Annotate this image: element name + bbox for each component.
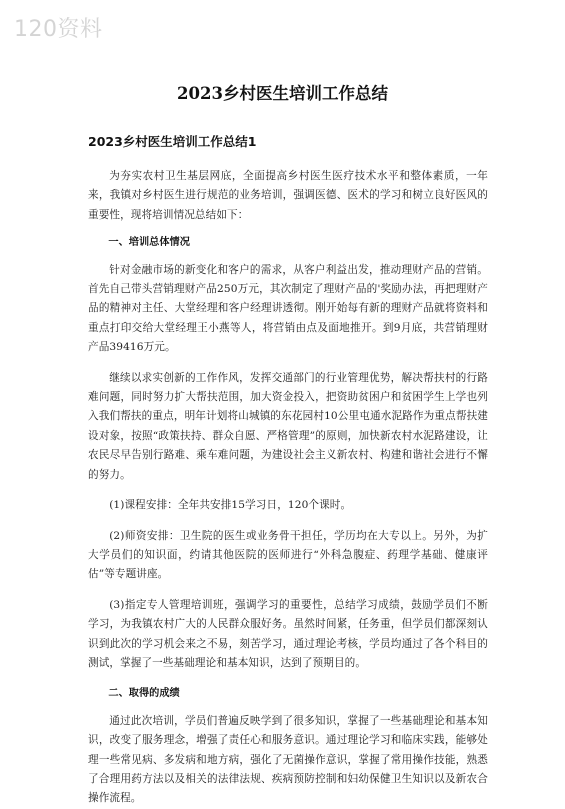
paragraph-management: (3)指定专人管理培训班，强调学习的重要性，总结学习成绩，鼓励学员们不断学习，为我镇农村广大的人民群众服好务。虽然时间紧，任务重，但学员们都深刻认识到此次的学习机会来之不易，刻苦学习，通过理论考核，学员均通过了各个科目的测试，掌握了一些基础理论和基本知识，达到了预期目的。 — [88, 598, 488, 669]
paragraph-teachers: (2)师资安排：卫生院的医生或业务骨干担任，学历均在大专以上。另外，为扩大学员们的知识面，约请其他医院的医师进行“外科急腹症、药理学基础、健康评估”等专题讲座。 — [88, 529, 488, 581]
paragraph-course-schedule: (1)课程安排：全年共安排15学习日，120个课时。 — [109, 499, 352, 512]
section-title: 2023乡村医生培训工作总结1 — [88, 134, 257, 149]
spacer — [88, 704, 488, 712]
document-title: 2023乡村医生培训工作总结 — [177, 84, 388, 103]
paragraph-2: 继续以求实创新的工作作风，发挥交通部门的行业管理优势，解决帮扶村的行路难问题，同时努力扩大帮扶范围，加大资金投入，把资助贫困户和贫困学生上学也列入我们帮扶的重点，明年计划将山城镇的东花园村10公里屯通水泥路作为重点帮扶建设对象，按照“政策扶持、群众自愿、严格管理”的原则，加快新农村水泥路建设，让农民尽早告别行路难、乘车难问题，为建设社会主义新农村、构建和谐社会进行不懈的努力。 — [88, 371, 488, 481]
intro-paragraph: 为夯实农村卫生基层网底，全面提高乡村医生医疗技术水平和整体素质，一年来，我镇对乡村医生进行规范的业务培训，强调医德、医术的学习和树立良好医风的重要性，现将培训情况总结如下： — [88, 170, 488, 221]
spacer — [88, 585, 488, 596]
document-body — [88, 132, 488, 809]
spacer — [88, 673, 488, 684]
heading-training-overview: 一、培训总体情况 — [108, 237, 190, 249]
watermark: 120资料 — [14, 17, 103, 42]
spacer — [88, 516, 488, 527]
spacer — [88, 485, 488, 496]
paragraph-achievements: 通过此次培训，学员们普遍反映学到了很多知识，掌握了一些基础理论和基本知识，改变了服务理念，增强了责任心和服务意识。通过理论学习和临床实践，能够处理一些常见病、多发病和地方病，强化了无菌操作意识，掌握了常用操作技能，熟悉了合理用药方法以及相关的法律法规、疾病预防控制和妇幼保健卫生知识以及新农合操作流程。 — [88, 714, 488, 805]
paragraph-1: 针对金融市场的新变化和客户的需求，从客户利益出发，推动理财产品的营销。首先自己带头营销理财产品250万元，其次制定了理财产品的'奖励办法，再把理财产品的精神对主任、大堂经理和客户经理讲透彻。刚开始每有新的理财产品就将资料和重点打印交给大堂经理王小燕等人，将营销由点及面地推开。到9月底，共营销理财产品39416万元。 — [88, 263, 488, 354]
spacer — [88, 358, 488, 369]
spacer — [88, 253, 488, 261]
spacer — [88, 225, 488, 233]
heading-achievements: 二、取得的成绩 — [108, 688, 180, 700]
